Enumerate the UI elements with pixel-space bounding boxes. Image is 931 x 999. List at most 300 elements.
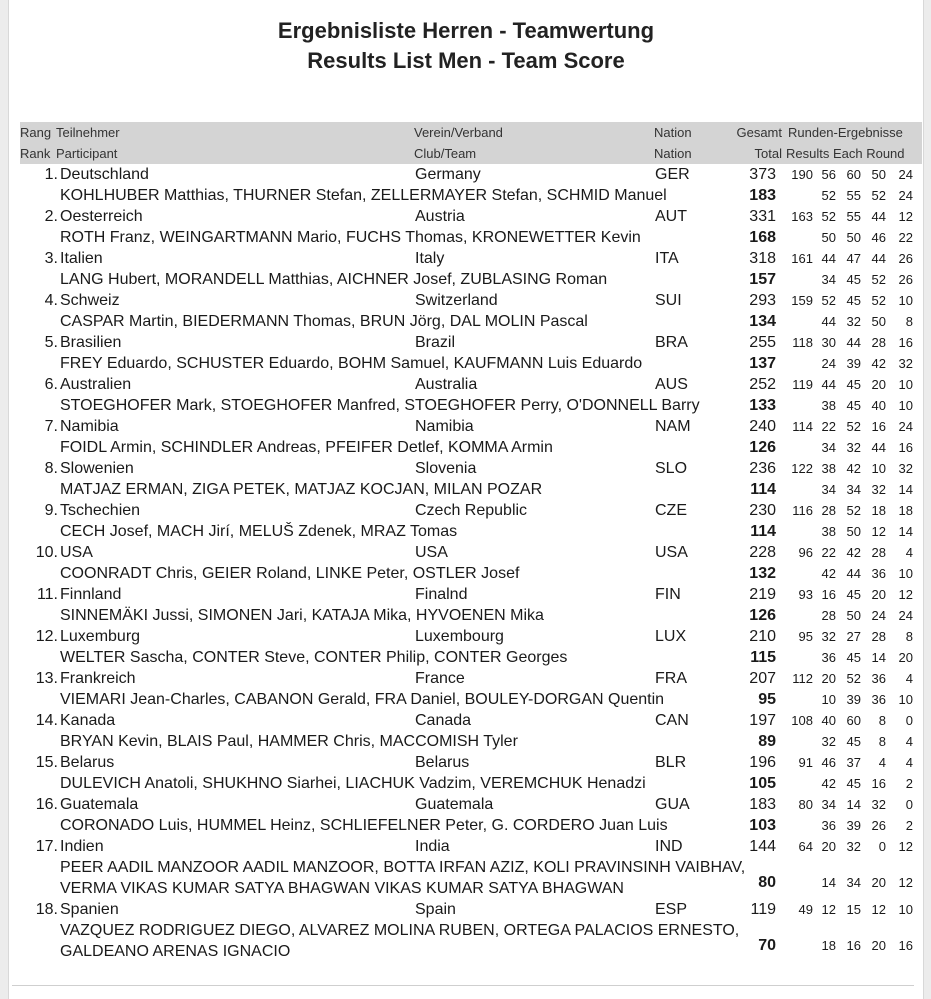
team-country: Luxemburg bbox=[60, 628, 141, 645]
team-subtotal: 126 bbox=[749, 439, 776, 456]
header-rounds-en: Results Each Round bbox=[786, 146, 905, 161]
team-subtotal: 126 bbox=[749, 607, 776, 624]
team-subtotal: 157 bbox=[749, 271, 776, 288]
subround-score: 36 bbox=[821, 650, 836, 665]
team-club: Spain bbox=[415, 901, 456, 918]
round-score: 45 bbox=[846, 293, 861, 308]
team-members: KOHLHUBER Matthias, THURNER Stefan, ZELLERMAYER Stefan, SCHMID Manuel bbox=[60, 187, 667, 204]
team-rank: 10. bbox=[35, 544, 58, 561]
round-score: 64 bbox=[798, 839, 813, 854]
subround-score: 38 bbox=[821, 524, 836, 539]
subround-score: 32 bbox=[898, 356, 913, 371]
round-score: 56 bbox=[821, 167, 836, 182]
subround-score: 14 bbox=[898, 524, 913, 539]
team-subtotal: 114 bbox=[750, 481, 776, 498]
team-rank: 8. bbox=[44, 460, 58, 477]
team-country: Australien bbox=[60, 376, 132, 393]
header-rank-en: Rank bbox=[20, 146, 51, 161]
team-nation: CZE bbox=[655, 502, 687, 519]
subround-score: 22 bbox=[898, 230, 913, 245]
team-total: 373 bbox=[749, 166, 776, 183]
subround-score: 45 bbox=[846, 776, 861, 791]
round-score: 28 bbox=[821, 503, 836, 518]
round-score: 10 bbox=[898, 293, 913, 308]
team-nation: CAN bbox=[655, 712, 689, 729]
subround-score: 32 bbox=[846, 440, 861, 455]
round-score: 36 bbox=[871, 671, 886, 686]
team-club: Germany bbox=[415, 166, 481, 183]
round-score: 80 bbox=[798, 797, 813, 812]
subround-score: 10 bbox=[821, 692, 836, 707]
subround-score: 26 bbox=[871, 818, 886, 833]
subround-score: 14 bbox=[821, 874, 836, 890]
title-german: Ergebnisliste Herren - Teamwertung bbox=[277, 18, 655, 43]
team-members: VIEMARI Jean-Charles, CABANON Gerald, FRA Daniel, BOULEY-DORGAN Quentin bbox=[60, 691, 665, 708]
round-score: 15 bbox=[846, 902, 861, 917]
team-row bbox=[8, 458, 922, 500]
team-country: Tschechien bbox=[60, 502, 141, 519]
team-rank: 6. bbox=[44, 376, 58, 393]
round-score: 10 bbox=[898, 902, 913, 917]
round-score: 28 bbox=[871, 335, 886, 350]
subround-score: 12 bbox=[871, 524, 886, 539]
round-score: 32 bbox=[871, 797, 886, 812]
team-row bbox=[8, 206, 922, 248]
round-score: 52 bbox=[846, 671, 861, 686]
subround-score: 50 bbox=[846, 608, 861, 623]
team-row bbox=[8, 752, 922, 794]
team-members: LANG Hubert, MORANDELL Matthias, AICHNER Josef, ZUBLASING Roman bbox=[60, 271, 608, 288]
team-members: PEER AADIL MANZOOR AADIL MANZOOR, BOTTA IRFAN AZIZ, KOLI PRAVINSINH VAIBHAV, bbox=[60, 859, 746, 876]
subround-score: 39 bbox=[846, 356, 861, 371]
round-score: 20 bbox=[821, 671, 836, 686]
header-total-en: Total bbox=[754, 146, 782, 161]
team-row bbox=[8, 248, 922, 290]
team-club: France bbox=[415, 670, 465, 687]
team-members: WELTER Sascha, CONTER Steve, CONTER Philip, CONTER Georges bbox=[60, 649, 568, 666]
team-total: 252 bbox=[749, 376, 776, 393]
round-score: 44 bbox=[846, 335, 861, 350]
round-score: 116 bbox=[792, 503, 813, 518]
subround-score: 45 bbox=[846, 650, 861, 665]
round-score: 20 bbox=[821, 839, 836, 854]
subround-score: 24 bbox=[821, 356, 836, 371]
team-row bbox=[8, 542, 922, 584]
team-club: Luxembourg bbox=[415, 628, 504, 645]
subround-score: 16 bbox=[871, 776, 886, 791]
subround-score: 32 bbox=[871, 482, 886, 497]
round-score: 24 bbox=[898, 419, 913, 434]
round-score: 44 bbox=[821, 251, 836, 266]
subround-score: 10 bbox=[898, 692, 913, 707]
round-score: 93 bbox=[798, 587, 813, 602]
round-score: 55 bbox=[846, 209, 861, 224]
subround-score: 44 bbox=[821, 314, 836, 329]
round-score: 159 bbox=[791, 293, 813, 308]
round-score: 32 bbox=[846, 839, 861, 854]
team-row bbox=[8, 626, 922, 668]
team-row bbox=[8, 899, 922, 962]
round-score: 16 bbox=[821, 587, 836, 602]
subround-score: 55 bbox=[846, 188, 861, 203]
header-total-de: Gesamt bbox=[736, 125, 782, 140]
team-nation: IND bbox=[655, 838, 683, 855]
round-score: 14 bbox=[846, 797, 861, 812]
round-score: 22 bbox=[821, 419, 836, 434]
subround-score: 12 bbox=[898, 874, 913, 890]
round-score: 0 bbox=[905, 797, 913, 812]
subround-score: 26 bbox=[898, 272, 913, 287]
subround-score: 34 bbox=[821, 440, 836, 455]
round-score: 45 bbox=[846, 377, 861, 392]
subround-score: 16 bbox=[898, 440, 913, 455]
team-members: DULEVICH Anatoli, SHUKHNO Siarhei, LIACHUK Vadzim, VEREMCHUK Henadzi bbox=[60, 775, 646, 792]
team-country: Brasilien bbox=[60, 334, 122, 351]
footer-divider bbox=[12, 985, 914, 986]
round-score: 44 bbox=[821, 377, 836, 392]
team-nation: AUT bbox=[655, 208, 687, 225]
subround-score: 42 bbox=[871, 356, 886, 371]
team-club: Namibia bbox=[415, 418, 474, 435]
subround-score: 28 bbox=[821, 608, 836, 623]
round-score: 8 bbox=[878, 713, 886, 728]
team-subtotal: 105 bbox=[749, 775, 776, 792]
team-members: BRYAN Kevin, BLAIS Paul, HAMMER Chris, MACCOMISH Tyler bbox=[60, 733, 518, 750]
team-total: 240 bbox=[749, 418, 776, 435]
team-members: FOIDL Armin, SCHINDLER Andreas, PFEIFER Detlef, KOMMA Armin bbox=[60, 439, 553, 456]
team-members: GALDEANO ARENAS IGNACIO bbox=[60, 943, 291, 960]
round-score: 4 bbox=[905, 755, 913, 770]
team-country: Oesterreich bbox=[60, 208, 143, 225]
team-club: USA bbox=[415, 544, 448, 561]
team-rank: 11. bbox=[36, 586, 58, 603]
subround-score: 18 bbox=[821, 937, 836, 953]
team-row bbox=[8, 164, 922, 206]
header-rounds-de: Runden-Ergebnisse bbox=[788, 125, 903, 140]
team-total: 318 bbox=[749, 250, 776, 267]
team-rank: 15. bbox=[35, 754, 58, 771]
header-participant-en: Participant bbox=[56, 146, 118, 161]
round-score: 16 bbox=[871, 419, 886, 434]
team-country: Indien bbox=[60, 838, 104, 855]
round-score: 49 bbox=[798, 902, 813, 917]
team-rank: 5. bbox=[44, 334, 58, 351]
round-score: 26 bbox=[898, 251, 913, 266]
subround-score: 16 bbox=[898, 937, 913, 953]
team-subtotal: 70 bbox=[758, 936, 776, 954]
round-score: 52 bbox=[846, 503, 861, 518]
team-club: Finalnd bbox=[415, 586, 468, 603]
team-total: 228 bbox=[749, 544, 776, 561]
team-row bbox=[8, 710, 922, 752]
team-country: USA bbox=[60, 544, 93, 561]
team-total: 207 bbox=[749, 670, 776, 687]
round-score: 12 bbox=[898, 587, 913, 602]
round-score: 38 bbox=[821, 461, 836, 476]
round-score: 44 bbox=[871, 251, 886, 266]
round-score: 28 bbox=[871, 545, 886, 560]
round-score: 42 bbox=[846, 545, 861, 560]
team-rank: 13. bbox=[35, 670, 58, 687]
round-score: 112 bbox=[792, 671, 813, 686]
team-nation: USA bbox=[655, 544, 688, 561]
round-score: 18 bbox=[898, 503, 913, 518]
subround-score: 10 bbox=[898, 398, 913, 413]
subround-score: 4 bbox=[905, 734, 913, 749]
round-score: 190 bbox=[791, 167, 813, 182]
team-club: Austria bbox=[415, 208, 465, 225]
subround-score: 45 bbox=[846, 734, 861, 749]
team-subtotal: 115 bbox=[750, 649, 776, 666]
subround-score: 52 bbox=[821, 188, 836, 203]
team-rank: 18. bbox=[35, 901, 58, 918]
team-rank: 17. bbox=[35, 838, 58, 855]
round-score: 18 bbox=[871, 503, 886, 518]
team-members: MATJAZ ERMAN, ZIGA PETEK, MATJAZ KOCJAN, MILAN POZAR bbox=[60, 481, 543, 498]
subround-score: 34 bbox=[846, 482, 861, 497]
team-club: Czech Republic bbox=[415, 502, 528, 519]
subround-score: 24 bbox=[898, 188, 913, 203]
subround-score: 24 bbox=[898, 608, 913, 623]
team-club: India bbox=[415, 838, 450, 855]
round-score: 42 bbox=[846, 461, 861, 476]
round-score: 16 bbox=[898, 335, 913, 350]
team-total: 255 bbox=[749, 334, 776, 351]
round-score: 4 bbox=[878, 755, 886, 770]
team-country: Belarus bbox=[60, 754, 115, 771]
round-score: 96 bbox=[798, 545, 813, 560]
team-members: ROTH Franz, WEINGARTMANN Mario, FUCHS Thomas, KRONEWETTER Kevin bbox=[60, 229, 641, 246]
team-country: Deutschland bbox=[60, 166, 149, 183]
round-score: 91 bbox=[798, 755, 813, 770]
round-score: 30 bbox=[821, 335, 836, 350]
team-members: STOEGHOFER Mark, STOEGHOFER Manfred, STOEGHOFER Perry, O'DONNELL Barry bbox=[60, 397, 700, 414]
subround-score: 50 bbox=[871, 314, 886, 329]
round-score: 12 bbox=[821, 902, 836, 917]
round-score: 12 bbox=[871, 902, 886, 917]
team-row bbox=[8, 416, 922, 458]
team-nation: FRA bbox=[655, 670, 687, 687]
team-subtotal: 168 bbox=[749, 229, 776, 246]
team-nation: AUS bbox=[655, 376, 688, 393]
subround-score: 16 bbox=[846, 937, 861, 953]
subround-score: 20 bbox=[898, 650, 913, 665]
subround-score: 10 bbox=[898, 566, 913, 581]
subround-score: 44 bbox=[871, 440, 886, 455]
round-score: 161 bbox=[791, 251, 813, 266]
team-row bbox=[8, 374, 922, 416]
team-nation: LUX bbox=[655, 628, 687, 645]
team-nation: BRA bbox=[655, 334, 688, 351]
team-rank: 12. bbox=[35, 628, 58, 645]
round-score: 20 bbox=[871, 377, 886, 392]
round-score: 34 bbox=[821, 797, 836, 812]
subround-score: 36 bbox=[871, 692, 886, 707]
team-members: CASPAR Martin, BIEDERMANN Thomas, BRUN Jörg, DAL MOLIN Pascal bbox=[60, 313, 588, 330]
header-rank-de: Rang bbox=[20, 125, 52, 140]
round-score: 60 bbox=[846, 713, 861, 728]
round-score: 12 bbox=[898, 839, 913, 854]
round-score: 32 bbox=[821, 629, 836, 644]
team-club: Switzerland bbox=[415, 292, 498, 309]
team-rank: 1. bbox=[44, 166, 58, 183]
round-score: 4 bbox=[905, 545, 913, 560]
team-row bbox=[8, 500, 922, 542]
subround-score: 20 bbox=[871, 874, 886, 890]
subround-score: 14 bbox=[898, 482, 913, 497]
subround-score: 50 bbox=[846, 230, 861, 245]
round-score: 0 bbox=[878, 839, 886, 854]
round-score: 10 bbox=[871, 461, 886, 476]
team-subtotal: 95 bbox=[758, 691, 776, 708]
team-country: Namibia bbox=[60, 418, 119, 435]
team-country: Kanada bbox=[60, 712, 116, 729]
round-score: 52 bbox=[871, 293, 886, 308]
subround-score: 34 bbox=[821, 482, 836, 497]
team-club: Italy bbox=[415, 250, 445, 267]
round-score: 119 bbox=[792, 377, 813, 392]
subround-score: 44 bbox=[846, 566, 861, 581]
subround-score: 52 bbox=[871, 272, 886, 287]
subround-score: 42 bbox=[821, 566, 836, 581]
subround-score: 32 bbox=[846, 314, 861, 329]
team-club: Guatemala bbox=[415, 796, 494, 813]
round-score: 52 bbox=[821, 209, 836, 224]
subround-score: 2 bbox=[905, 776, 913, 791]
team-club: Australia bbox=[415, 376, 478, 393]
team-subtotal: 134 bbox=[749, 313, 776, 330]
subround-score: 52 bbox=[871, 188, 886, 203]
round-score: 8 bbox=[905, 629, 913, 644]
header-nation-en: Nation bbox=[654, 146, 692, 161]
subround-score: 14 bbox=[871, 650, 886, 665]
team-subtotal: 80 bbox=[758, 873, 776, 891]
subround-score: 8 bbox=[878, 734, 886, 749]
team-rank: 2. bbox=[44, 208, 58, 225]
round-score: 40 bbox=[821, 713, 836, 728]
team-members: VERMA VIKAS KUMAR SATYA BHAGWAN VIKAS KUMAR SATYA BHAGWAN bbox=[60, 880, 624, 897]
team-row bbox=[8, 290, 922, 332]
team-country: Guatemala bbox=[60, 796, 139, 813]
team-rank: 4. bbox=[44, 292, 58, 309]
header-club-de: Verein/Verband bbox=[414, 125, 503, 140]
round-score: 114 bbox=[792, 419, 813, 434]
team-country: Schweiz bbox=[60, 292, 120, 309]
team-members: CECH Josef, MACH Jirí, MELUŠ Zdenek, MRAZ Tomas bbox=[60, 523, 458, 540]
round-score: 163 bbox=[791, 209, 813, 224]
title-english: Results List Men - Team Score bbox=[307, 48, 625, 73]
team-total: 236 bbox=[749, 460, 776, 477]
team-row bbox=[8, 668, 922, 710]
subround-score: 38 bbox=[821, 398, 836, 413]
subround-score: 40 bbox=[871, 398, 886, 413]
team-nation: SUI bbox=[655, 292, 682, 309]
subround-score: 32 bbox=[821, 734, 836, 749]
team-nation: FIN bbox=[655, 586, 681, 603]
team-rank: 7. bbox=[44, 418, 58, 435]
team-nation: ESP bbox=[655, 901, 688, 918]
team-total: 183 bbox=[749, 796, 776, 813]
team-club: Brazil bbox=[415, 334, 456, 351]
team-club: Canada bbox=[415, 712, 472, 729]
round-score: 52 bbox=[821, 293, 836, 308]
subround-score: 34 bbox=[846, 874, 861, 890]
round-score: 52 bbox=[846, 419, 861, 434]
subround-score: 46 bbox=[871, 230, 886, 245]
team-total: 197 bbox=[749, 712, 776, 729]
team-total: 230 bbox=[749, 502, 776, 519]
subround-score: 20 bbox=[871, 937, 886, 953]
subround-score: 50 bbox=[846, 524, 861, 539]
subround-score: 39 bbox=[846, 818, 861, 833]
header-participant-de: Teilnehmer bbox=[56, 125, 120, 140]
table-header bbox=[20, 122, 922, 164]
round-score: 0 bbox=[905, 713, 913, 728]
round-score: 32 bbox=[898, 461, 913, 476]
results-table bbox=[8, 164, 922, 962]
team-nation: GER bbox=[655, 166, 690, 183]
round-score: 4 bbox=[905, 671, 913, 686]
team-total: 293 bbox=[749, 292, 776, 309]
round-score: 95 bbox=[798, 629, 813, 644]
team-country: Frankreich bbox=[60, 670, 136, 687]
team-members: COONRADT Chris, GEIER Roland, LINKE Peter, OSTLER Josef bbox=[60, 565, 520, 582]
team-total: 219 bbox=[749, 586, 776, 603]
team-total: 144 bbox=[749, 838, 776, 855]
team-rank: 9. bbox=[44, 502, 58, 519]
subround-score: 45 bbox=[846, 272, 861, 287]
subround-score: 2 bbox=[905, 818, 913, 833]
round-score: 50 bbox=[871, 167, 886, 182]
header-club-en: Club/Team bbox=[414, 146, 477, 161]
team-row bbox=[8, 836, 922, 899]
team-subtotal: 103 bbox=[749, 817, 776, 834]
team-nation: GUA bbox=[655, 796, 690, 813]
team-subtotal: 137 bbox=[749, 355, 776, 372]
round-score: 108 bbox=[791, 713, 813, 728]
subround-score: 42 bbox=[821, 776, 836, 791]
round-score: 47 bbox=[846, 251, 861, 266]
round-score: 37 bbox=[846, 755, 861, 770]
team-subtotal: 133 bbox=[749, 397, 776, 414]
team-country: Slowenien bbox=[60, 460, 134, 477]
team-rank: 16. bbox=[35, 796, 58, 813]
team-nation: SLO bbox=[655, 460, 688, 477]
team-subtotal: 132 bbox=[749, 565, 776, 582]
round-score: 24 bbox=[898, 167, 913, 182]
team-subtotal: 114 bbox=[750, 523, 776, 540]
subround-score: 36 bbox=[871, 566, 886, 581]
round-score: 27 bbox=[846, 629, 861, 644]
team-row bbox=[8, 332, 922, 374]
subround-score: 8 bbox=[905, 314, 913, 329]
subround-score: 50 bbox=[821, 230, 836, 245]
team-subtotal: 183 bbox=[749, 187, 776, 204]
team-nation: BLR bbox=[655, 754, 687, 771]
round-score: 10 bbox=[898, 377, 913, 392]
team-rank: 3. bbox=[44, 250, 58, 267]
round-score: 60 bbox=[846, 167, 861, 182]
round-score: 118 bbox=[792, 335, 813, 350]
team-country: Italien bbox=[60, 250, 103, 267]
team-row bbox=[8, 584, 922, 626]
round-score: 122 bbox=[791, 461, 813, 476]
team-members: CORONADO Luis, HUMMEL Heinz, SCHLIEFELNER Peter, G. CORDERO Juan Luis bbox=[60, 817, 668, 834]
team-country: Finnland bbox=[60, 586, 122, 603]
team-nation: ITA bbox=[655, 250, 679, 267]
team-members: FREY Eduardo, SCHUSTER Eduardo, BOHM Samuel, KAUFMANN Luis Eduardo bbox=[60, 355, 643, 372]
team-total: 331 bbox=[749, 208, 776, 225]
